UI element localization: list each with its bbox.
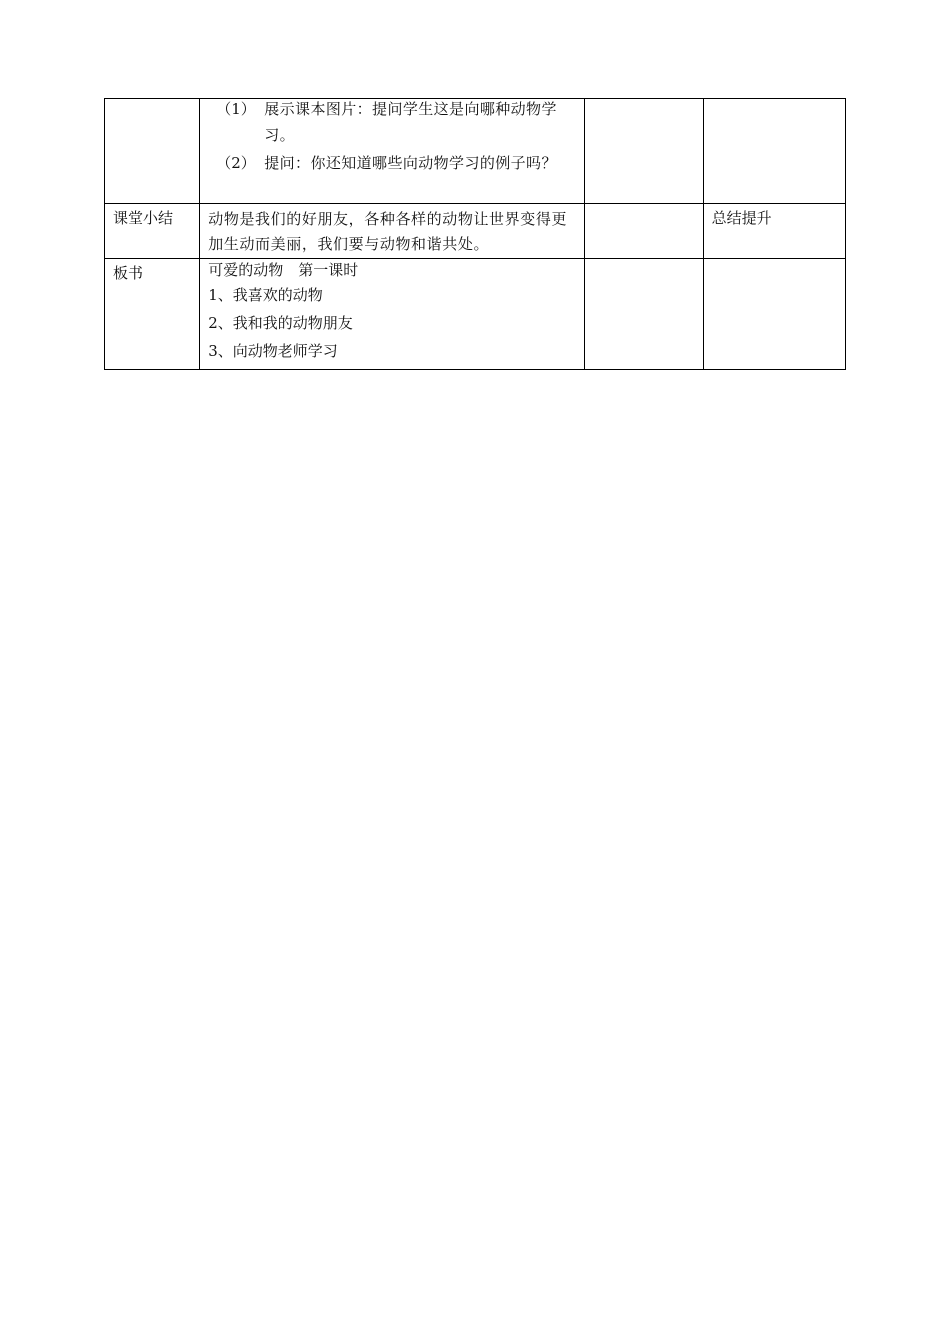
board-line: 2、我和我的动物朋友 <box>208 314 353 332</box>
row-label: 板书 <box>113 264 144 282</box>
empty-cell <box>585 204 703 259</box>
item-number: （2） <box>216 154 256 172</box>
table-row <box>105 259 846 370</box>
row-label-cell <box>105 259 200 370</box>
content-cell <box>200 259 585 370</box>
list-item <box>200 96 584 148</box>
list-item <box>200 150 584 176</box>
empty-cell <box>703 99 845 204</box>
content-cell <box>200 99 585 204</box>
row-label-cell <box>105 99 200 204</box>
board-writing <box>200 259 584 365</box>
lesson-plan-table <box>104 98 846 370</box>
empty-cell <box>703 259 845 370</box>
board-line: 3、向动物老师学习 <box>208 342 338 360</box>
empty-cell <box>585 99 703 204</box>
note-text: 总结提升 <box>711 209 772 227</box>
row-label: 课堂小结 <box>113 209 174 227</box>
note-cell <box>703 204 845 259</box>
summary-text: 动物是我们的好朋友，各种各样的动物让世界变得更加生动而美丽，我们要与动物和谐共处。 <box>208 210 568 253</box>
table-row <box>105 204 846 259</box>
item-text: 展示课本图片：提问学生这是向哪种动物学习。 <box>264 100 557 144</box>
item-text: 提问：你还知道哪些向动物学习的例子吗？ <box>264 154 557 172</box>
row-label-cell <box>105 204 200 259</box>
item-number: （1） <box>216 100 256 118</box>
board-line: 可爱的动物 第一课时 <box>208 261 359 279</box>
content-cell <box>200 204 585 259</box>
board-line: 1、我喜欢的动物 <box>208 286 323 304</box>
table-row <box>105 99 846 204</box>
empty-cell <box>585 259 703 370</box>
